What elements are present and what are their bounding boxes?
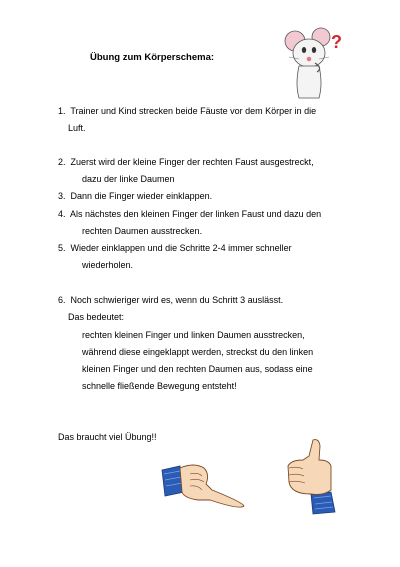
list-item-continuation: wiederholen.: [82, 260, 134, 270]
list-item-continuation: rechten Daumen ausstrecken.: [82, 226, 203, 236]
list-item-continuation: dazu der linke Daumen: [82, 174, 175, 184]
list-item: 3. Dann die Finger wieder einklappen.: [58, 191, 213, 201]
list-item: 1. Trainer und Kind strecken beide Fäuste vor dem Körper in die: [58, 106, 317, 116]
closing-text: Das braucht viel Übung!!: [58, 432, 157, 442]
list-item: 6. Noch schwieriger wird es, wenn du Schritt 3 auslässt.: [58, 295, 284, 305]
pinky-hand-icon: [160, 460, 248, 514]
thinking-mouse-icon: [281, 26, 351, 102]
list-item-continuation: Luft.: [68, 123, 86, 133]
list-item: 2. Zuerst wird der kleine Finger der rechten Faust ausgestreckt,: [58, 157, 314, 167]
explanation-line: schnelle fließende Bewegung entsteht!: [82, 381, 237, 391]
list-item: 4. Als nächstes den kleinen Finger der linken Faust und dazu den: [58, 209, 322, 219]
list-item: 5. Wieder einklappen und die Schritte 2-4 immer schneller: [58, 243, 292, 253]
explanation-line: rechten kleinen Finger und linken Daumen ausstrecken,: [82, 330, 305, 340]
explanation-label: Das bedeutet:: [68, 312, 125, 322]
svg-text:?: ?: [331, 32, 342, 52]
explanation-line: kleinen Finger und den rechten Daumen aus, sodass eine: [82, 364, 313, 374]
thumbs-up-hand-icon: [283, 436, 339, 516]
explanation-line: während diese eingeklappt werden, streckst du den linken: [82, 347, 314, 357]
page-title: Übung zum Körperschema:: [90, 52, 215, 63]
